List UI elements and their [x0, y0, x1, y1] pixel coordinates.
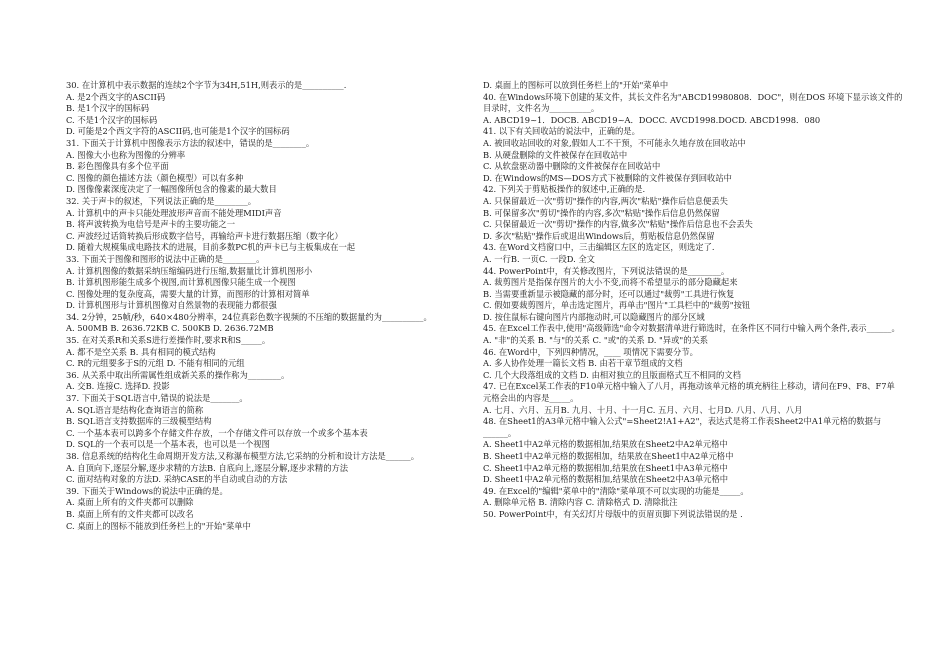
text-line: A. 交B. 连接C. 选择D. 投影: [66, 381, 170, 392]
text-line: C. 一个基本表可以跨多个存储文件存放，一个存储文件可以存放一个或多个基本表: [66, 427, 368, 438]
text-line: A. 自顶向下,逐层分解,逐步求精的方法B. 自底向上,逐层分解,逐步求精的方法: [66, 462, 349, 473]
text-line: C. 面对结构对象的方法D. 采纳CASE的半自动或自动的方法: [66, 474, 288, 485]
text-line: A. 计算机中的声卡只能处理波形声音而不能处理MIDI声音: [66, 207, 282, 218]
text-line: D. 图像像素深度决定了一幅图像所包含的像素的最大数目: [66, 184, 277, 195]
text-line: D. 按住鼠标右键向图片内部拖动时,可以隐藏图片的部分区域: [483, 311, 705, 322]
text-line: A. ABCD19~1．DOCB. ABCD19~A．DOCC. AVCD1998.DOCD. ABCD1998．080: [483, 114, 821, 125]
text-line: 31. 下面关于计算机中图像表示方法的叙述中，错误的是________。: [66, 137, 315, 148]
text-line: B. 将声波转换为电信号是声卡的主要功能之一: [66, 219, 236, 230]
text-line: C. 桌面上的图标不能放到任务栏上的"开始"菜单中: [66, 520, 251, 531]
text-line: 46. 在Word中，下列四种情况，____ 项情况下需要分节。: [483, 346, 698, 357]
text-line: D. 计算机图形与计算机图像对自然景物的表现能力都很强: [66, 300, 277, 311]
text-line: D. 可能是2个西文字符的ASCII码,也可能是1个汉字的国标码: [66, 126, 290, 137]
text-line: 30. 在计算机中表示数据的连续2个字节为34H,51H,则表示的是__________.: [66, 80, 347, 90]
text-line: A. 500MB B. 2636.72KB C. 500KB D. 2636.72MB: [66, 323, 274, 334]
text-line: C. 图像的颜色描述方法（颜色模型）可以有多种: [66, 172, 244, 183]
text-line: A. "非"的关系 B. "与"的关系 C. "或"的关系 D. "异或"的关系: [483, 335, 709, 346]
text-line: A. 删除单元格 B. 清除内容 C. 清除格式 D. 清除批注: [483, 497, 678, 508]
text-line: 33. 下面关于图像和图形的说法中正确的是________。: [66, 253, 265, 264]
text-line: 43. 在Word文档窗口中，三击编辑区左区的选定区，则选定了.: [483, 242, 715, 253]
text-line: 44. PowerPoint中，有关修改图片，下列说法错误的是________。: [483, 265, 730, 276]
text-line: B. SQL语言支持数据库的三级模型结构: [66, 416, 212, 427]
text-line: D. 随着大规模集成电路技术的进展，目前多数PC机的声卡已与主板集成在一起: [66, 242, 356, 253]
text-line: A. 只保留最近一次"剪切"操作的内容,两次"粘贴"操作后信息便丢失: [483, 195, 728, 206]
text-line: A. 都不是空关系 B. 具有相同的模式结构: [66, 346, 216, 357]
text-line: A. Sheet1中A2单元格的数据相加,结果放在Sheet2中A2单元格中: [483, 439, 728, 450]
text-line: C. 图像处理的复杂度高，需要大量的计算，而图形的计算相对简单: [66, 288, 310, 299]
text-line: C. R的元组要多于S的元组 D. 不能有相同的元组: [66, 358, 245, 369]
text-line: A. SQL语言是结构化查询语言的简称: [66, 404, 204, 415]
text-line: D. 多次"粘贴"操作后或退出Windows后，剪贴板信息仍然保留: [483, 230, 715, 241]
text-line: A. 裁剪图片是指保存图片的大小不变,而将不希望显示的部分隐藏起来: [483, 277, 738, 288]
text-line: A. 被回收站回收的对象,假如人工不干预，不可能永久地存放在回收站中: [483, 137, 746, 148]
text-line: C. 从软盘驱动器中删除的文件被保存在回收站中: [483, 161, 661, 172]
text-line: A. 七月、六月、五月B. 九月、十月、十一月C. 五月、六月、七月D. 八月、八月、八月: [483, 404, 803, 415]
text-line: A. 图像大小也称为图像的分辨率: [66, 149, 186, 160]
text-line: C. Sheet1中A2单元格的数据相加,结果放在Sheet1中A3单元格中: [483, 462, 728, 473]
text-line: B. 从硬盘删除的文件被保存在回收站中: [483, 149, 628, 160]
text-line: 34. 2分钟，25帧/秒，640×480分辨率，24位真彩色数字视频的不压缩的数据量约为__________。: [66, 311, 432, 322]
text-line: B. 可保留多次"剪切"操作的内容,多次"粘贴"操作后信息仍然保留: [483, 207, 720, 218]
text-line: C. 只保留最近一次"剪切"操作的内容,做多次"粘贴"操作后信息也不会丢失: [483, 219, 753, 230]
text-line: B. Sheet1中A2单元格的数据相加，结果放在Sheet1中A2单元格中: [483, 451, 734, 461]
text-line: A. 计算机图像的数据采纳压缩编码进行压缩,数据量比计算机图形小: [66, 265, 313, 276]
text-line: 41. 以下有关回收站的说法中，正确的是。: [483, 126, 640, 137]
text-line: 35. 在对关系R和关系S进行差操作时,要求R和S_____。: [66, 335, 271, 346]
text-line: 42. 下列关于剪贴板操作的叙述中,正确的是.: [483, 184, 646, 195]
text-line: 37. 下面关于SQL语言中,错误的说法是_______。: [66, 393, 248, 404]
text-line: 38. 信息系统的结构化生命周期开发方法,又称瀑布模型方法,它采纳的分析和设计方法是______。: [66, 451, 419, 461]
text-line: A. 桌面上所有的文件夹都可以删除: [66, 497, 194, 508]
text-line: A. 一行B. 一页C. 一段D. 全文: [483, 253, 595, 264]
text-line: 50. PowerPoint中，有关幻灯片母版中的页眉页脚下列说法错误的是 ．: [483, 508, 749, 519]
text-line: D. 桌面上的图标可以放到任务栏上的"开始"菜单中: [483, 80, 669, 90]
text-line: C. 假如要裁剪图片，单击选定图片，再单击"图片"工具栏中的"裁剪"按钮: [483, 300, 751, 311]
text-line: B. 计算机图形能生成多个视图,而计算机图像只能生成一个视图: [66, 277, 296, 288]
left-column: [66, 80, 476, 532]
text-line: C. 声波经过话筒转换后形成数字信号，再输给声卡进行数据压缩（数字化）: [66, 230, 343, 241]
text-line: D. 在Windows的MS—DOS方式下被删除的文件被保存到回收站中: [483, 172, 732, 183]
text-line: D. SQL的一个表可以是一个基本表，也可以是一个视图: [66, 439, 270, 450]
text-line: 36. 从关系中取出所需属性组成新关系的操作称为________。: [66, 369, 290, 380]
text-line: C. 几个大段落组成的文档 D. 由相对独立的且版面格式互不相同的文档: [483, 369, 741, 380]
text-line: B. 彩色图像具有多个位平面: [66, 161, 169, 172]
text-line: 39. 下面关于Windows的说法中正确的是。: [66, 485, 228, 496]
text-line: C. 不是1个汉字的国标码: [66, 114, 158, 125]
text-line: B. 当需要重新显示被隐藏的部分时，还可以通过"裁剪"工具进行恢复: [483, 288, 735, 299]
text-line: 45. 在Excel工作表中,使用"高级筛选"命令对数据清单进行筛选时，在条件区不同行中输入两个条件,表示______。: [483, 323, 900, 334]
right-column: [483, 80, 903, 521]
text-line: B. 桌面上所有的文件夹都可以改名: [66, 508, 194, 519]
text-line: A. 是2个西文字的ASCII码: [66, 91, 166, 102]
text-line: A. 多人协作处理一篇长文档 B. 由若干章节组成的文档: [483, 358, 683, 369]
text-line: 47. 已在Excel某工作表的F10单元格中输入了八月，再拖动该单元格的填充柄往上移动，请问在F9、F8、F7单元格会出的内容是_____。: [483, 381, 895, 404]
text-line: B. 是1个汉字的国标码: [66, 103, 150, 114]
text-line: 48. 在Sheet1的A3单元格中输入公式"=Sheet2!A1+A2"，表达式是将工作表Sheet2中A1单元格的数据与______。: [483, 416, 882, 438]
text-line: 40. 在Windows环境下创建的某文件，其长文件名为"ABCD19980808．DOC"，则在DOS 环境下显示该文件的目录时，文件名为__________。: [483, 91, 903, 114]
text-line: D. Sheet1中A2单元格的数据相加,结果放在Sheet2中A3单元格中: [483, 474, 729, 485]
text-line: 32. 关于声卡的叙述，下列说法正确的是________。: [66, 195, 257, 206]
text-line: 49. 在Excel的"编辑"菜单中的"清除"菜单项不可以实现的功能是_____。: [483, 485, 749, 496]
